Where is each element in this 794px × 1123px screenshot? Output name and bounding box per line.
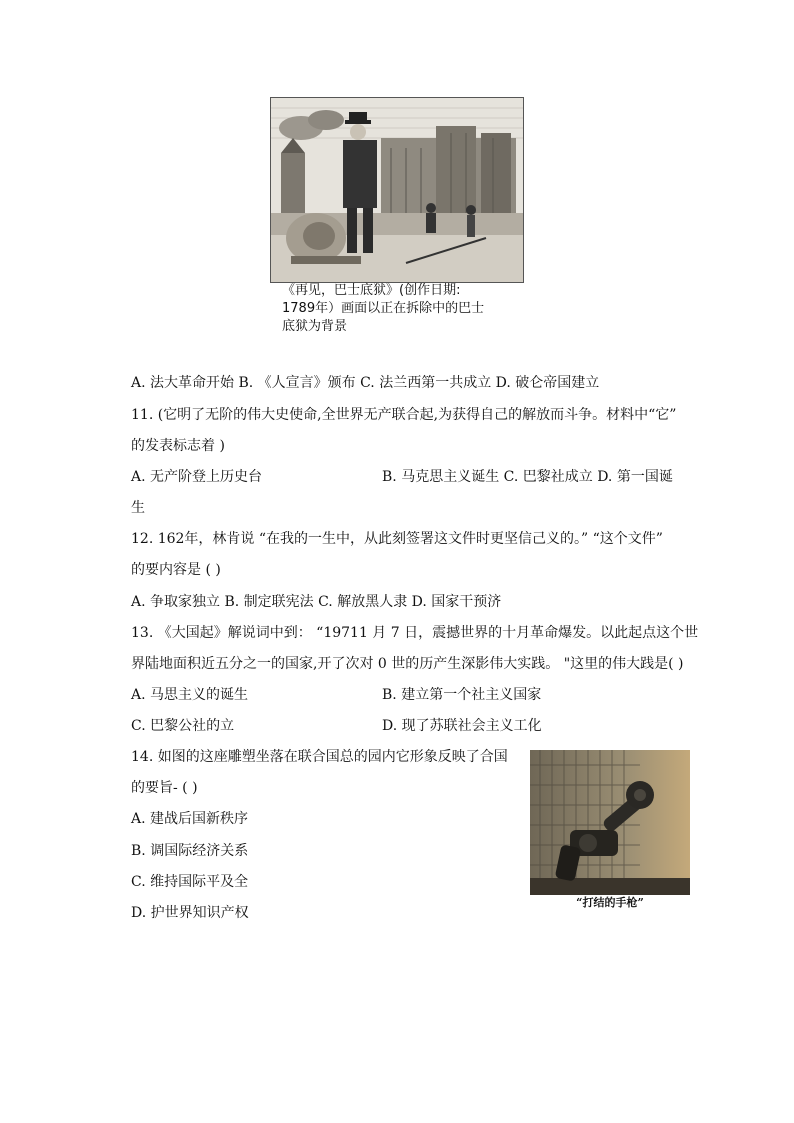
q13-stem-line1: 13. 《大国起》解说词中到： “19711 月 7 日，震撼世界的十月革命爆发。以此起点这个世 bbox=[131, 625, 699, 641]
q13-option-a: A. 马思主义的诞生 bbox=[131, 687, 249, 703]
q14-option-a: A. 建战后国新秩序 bbox=[131, 811, 249, 827]
knotted-gun-drawing bbox=[530, 750, 690, 895]
q14-option-d: D. 护世界知识产权 bbox=[131, 905, 249, 921]
q14-option-b: B. 调国际经济关系 bbox=[131, 843, 249, 859]
q11-options-bcd: B. 马克思主义诞生 C. 巴黎社成立 D. 第一国诞 bbox=[382, 469, 673, 485]
q11-stem-line2: 的发表标志着 ) bbox=[131, 438, 225, 454]
figure1-caption-line2: 1789年）画面以正在拆除中的巴士 bbox=[282, 301, 485, 316]
figure1-caption-line1: 《再见，巴士底狱》(创作日期: bbox=[282, 283, 461, 298]
q14-stem-line2: 的要旨- ( ) bbox=[131, 780, 198, 796]
q12-stem-line2: 的要内容是 ( ) bbox=[131, 562, 221, 578]
figure1-caption-line3: 底狱为背景 bbox=[282, 319, 348, 334]
bastille-engraving-drawing bbox=[271, 98, 523, 282]
q10-options: A. 法大革命开始 B. 《人宣言》颁布 C. 法兰西第一共成立 D. 破仑帝国建立 bbox=[131, 375, 600, 391]
q12-stem-line1: 12. 162年，林肯说 “在我的一生中，从此刻签署这文件时更坚信己义的。” “这个文件” bbox=[131, 531, 663, 547]
q11-option-wrap: 生 bbox=[131, 500, 145, 516]
knotted-gun-sculpture-image bbox=[530, 750, 690, 895]
q13-option-d: D. 现了苏联社会主义工化 bbox=[382, 718, 542, 734]
q13-stem-line2: 界陆地面积近五分之一的国家,开了次对 0 世的历产生深影伟大实践。 "这里的伟大践是( ) bbox=[131, 656, 684, 672]
q13-option-c: C. 巴黎公社的立 bbox=[131, 718, 235, 734]
q12-options: A. 争取家独立 B. 制定联宪法 C. 解放黑人隶 D. 国家干预济 bbox=[131, 594, 502, 610]
q13-option-b: B. 建立第一个社主义国家 bbox=[382, 687, 542, 703]
q14-option-c: C. 维持国际平及全 bbox=[131, 874, 249, 890]
q11-stem-line1: 11. (它明了无阶的伟大史使命,全世界无产联合起,为获得自己的解放而斗争。材料中“它” bbox=[131, 407, 677, 423]
knotted-gun-caption: “打结的手枪” bbox=[576, 896, 644, 909]
q14-stem-line1: 14. 如图的这座雕塑坐落在联合国总的园内它形象反映了合国 bbox=[131, 749, 508, 765]
bastille-engraving-image bbox=[270, 97, 524, 283]
q11-option-a: A. 无产阶登上历史台 bbox=[131, 469, 263, 485]
